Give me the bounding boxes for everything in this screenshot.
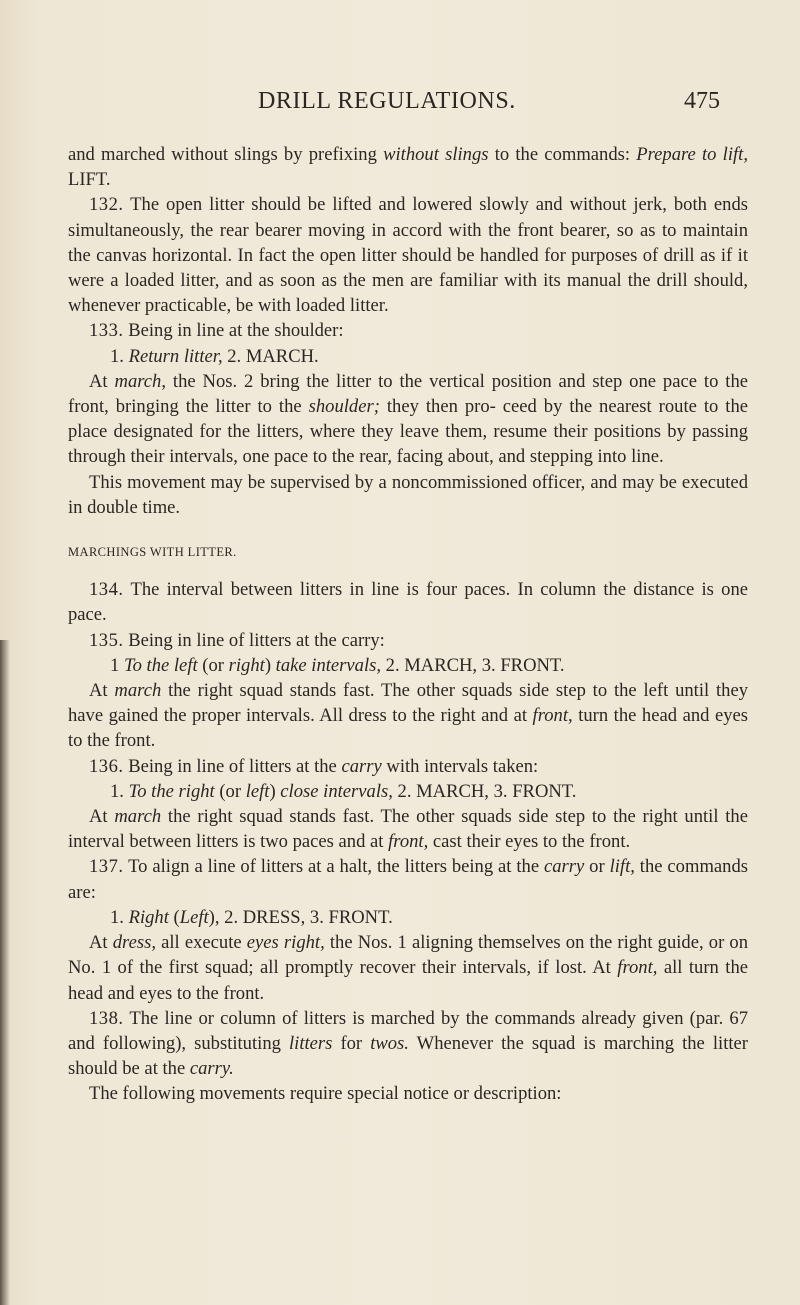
text-run: The open litter should be lifted and lowered slowly and without jerk, both ends simultaneously, the rear bearer moving in accord with the front bearer, so as to maintain the canvas horizontal. In fact the open litter should be handled for purposes of drill as if it were a loaded litter, and as soon as the men are familiar with its manual the drill should, whenever practicable, be with loaded litter. — [68, 194, 748, 317]
text-run: ) — [269, 780, 281, 802]
paragraph-133-note — [68, 470, 748, 520]
italic-run: front, — [532, 705, 573, 727]
command-137 — [68, 905, 748, 930]
text-run: the right squad stands fast. The other squads side step to the right until the interval between litters is two paces and at — [68, 806, 748, 853]
italic-run: dress, — [112, 932, 156, 954]
text-run: Being in line at the shoulder: — [123, 320, 344, 342]
text-run: all execute — [155, 932, 247, 954]
italic-run: lift, — [609, 856, 635, 878]
paragraph-138-note — [68, 1081, 748, 1106]
italic-run: front, — [388, 831, 429, 853]
text-run: At — [89, 932, 113, 954]
italic-run: Return litter, — [128, 345, 223, 367]
paragraph-135-detail — [68, 678, 748, 754]
italic-run: march — [114, 370, 162, 392]
italic-run: left — [245, 780, 270, 802]
text-run: 2. MARCH, 3. FRONT. — [381, 654, 565, 676]
text-run: (or — [197, 654, 229, 676]
text-run: turn the head and eyes to the front. — [68, 705, 748, 752]
paragraph-132 — [68, 192, 748, 318]
text-run: At — [89, 806, 115, 828]
paragraph-133-detail — [68, 369, 748, 470]
command-135 — [68, 653, 748, 678]
paragraph-135 — [68, 628, 748, 653]
command-133 — [68, 344, 748, 369]
italic-run: shoulder; — [308, 396, 380, 418]
text-run: the Nos. 1 aligning themselves on the right guide, or on No. 1 of the first squad; all promptly recover their intervals, if lost. At — [68, 932, 749, 979]
text-run: 1. — [110, 906, 129, 928]
paragraph-number: 137. — [89, 856, 124, 878]
italic-run: Prepare to lift, — [636, 144, 748, 165]
italic-run: march — [114, 806, 162, 828]
text-run: (or — [214, 780, 246, 802]
text-run: The interval between litters in line is four paces. In column the distance is one pace. — [68, 579, 748, 626]
text-run: At — [89, 680, 115, 702]
paragraph-133 — [68, 318, 748, 343]
text-run: 1 — [110, 654, 124, 676]
paragraph-134 — [68, 577, 748, 627]
body-text — [68, 142, 748, 1107]
italic-run: take intervals, — [275, 654, 381, 676]
italic-run: carry — [341, 755, 382, 777]
text-run: or — [584, 856, 610, 878]
text-run: This movement may be supervised by a noncommissioned officer, and may be executed in double time. — [68, 471, 748, 518]
paragraph-number: 133. — [89, 320, 124, 342]
text-run: 1. — [110, 345, 129, 367]
text-run: 1. — [110, 780, 129, 802]
text-run: Whenever the squad is marching the litter should be at the — [68, 1032, 748, 1080]
section-heading: MARCHINGS WITH LITTER. — [68, 545, 237, 560]
italic-run: Right — [128, 906, 169, 928]
text-run: LIFT. — [68, 169, 111, 191]
paragraph-number: 134. — [89, 579, 124, 601]
binding-shadow — [0, 640, 10, 1305]
text-run: Being in line of litters at the carry: — [123, 629, 385, 651]
paragraph-continuation — [68, 142, 748, 192]
italic-run: carry. — [189, 1058, 234, 1080]
italic-run: eyes right, — [246, 932, 325, 954]
text-run: To align a line of litters at a halt, the litters being at the — [123, 856, 544, 878]
text-run: the commands are: — [68, 856, 748, 903]
paragraph-136 — [68, 754, 748, 779]
text-run: , the Nos. 2 bring the litter to the vertical position and step one pace to the front, bringing the litter to the — [68, 370, 748, 418]
italic-run: without slings — [383, 144, 489, 165]
text-run: all turn the head and eyes to the front. — [68, 957, 748, 1004]
italic-run: twos. — [370, 1032, 409, 1054]
paragraph-number: 132. — [89, 194, 124, 216]
text-run: the right squad stands fast. The other squads side step to the left until they have gained the proper intervals. All dress to the right and at — [68, 680, 748, 727]
text-run: At — [89, 370, 115, 392]
paragraph-number: 138. — [89, 1007, 124, 1029]
text-run: cast their eyes to the front. — [428, 831, 631, 853]
text-run: ) — [264, 654, 276, 676]
text-run: 2. MARCH, 3. FRONT. — [392, 780, 577, 802]
paragraph-137-detail — [68, 930, 748, 1006]
text-run: 2. MARCH. — [222, 345, 319, 367]
paragraph-137 — [68, 854, 748, 904]
command-136 — [68, 779, 748, 804]
text-run: with intervals taken: — [381, 755, 539, 777]
paragraph-136-detail — [68, 804, 748, 854]
text-run: they then pro- ceed by the nearest route to the place designated for the litters, where they leave them, resume their positions by passing through their intervals, one pace to the rear, facing about, and stepping into line. — [68, 396, 748, 468]
paragraph-number: 136. — [89, 755, 124, 777]
italic-run: close intervals, — [280, 780, 393, 802]
italic-run: litters — [288, 1032, 333, 1054]
text-run: ( — [168, 906, 180, 928]
italic-run: To the right — [128, 780, 215, 802]
text-run: The following movements require special notice or description: — [89, 1083, 562, 1105]
paragraph-138 — [68, 1006, 748, 1082]
italic-run: carry — [544, 856, 585, 878]
text-run: Being in line of litters at the — [123, 755, 342, 777]
text-run: for — [332, 1032, 371, 1054]
italic-run: right — [228, 654, 265, 676]
text-run: to the commands: — [488, 144, 637, 165]
page-header — [0, 88, 800, 118]
text-run: ), 2. DRESS, 3. FRONT. — [208, 906, 393, 928]
italic-run: Left — [179, 906, 209, 928]
running-title: DRILL REGULATIONS. — [258, 88, 516, 114]
paragraph-number: 135. — [89, 629, 124, 651]
page-number: 475 — [684, 88, 720, 114]
text-run: The line or column of litters is marched by the commands already given (par. 67 and following), substituting — [68, 1007, 748, 1054]
italic-run: front, — [617, 957, 658, 979]
text-run: and marched without slings by prefixing — [68, 144, 384, 165]
italic-run: To the left — [123, 654, 198, 676]
italic-run: march — [114, 680, 162, 702]
